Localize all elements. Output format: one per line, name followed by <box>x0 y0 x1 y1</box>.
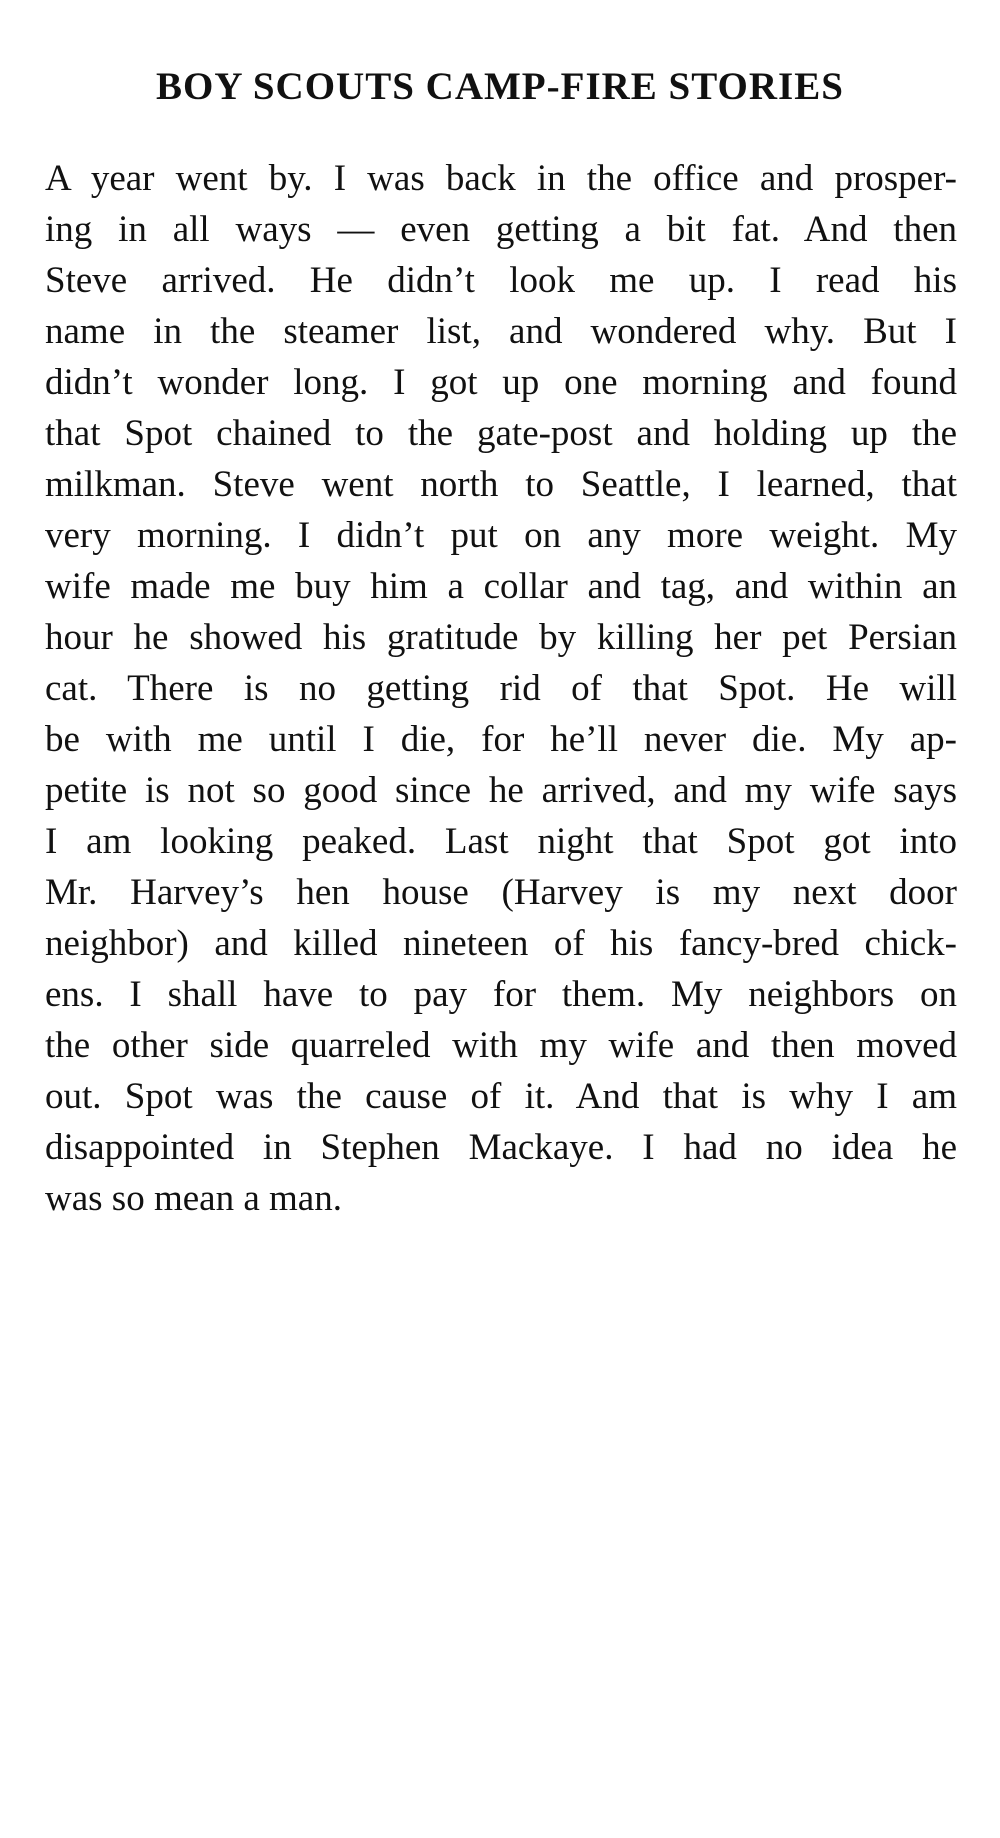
text-line: wife made me buy him a collar and tag, and within an <box>45 566 957 607</box>
text-line: name in the steamer list, and wondered why. But I <box>45 311 957 352</box>
text-line: cat. There is no getting rid of that Spot. He will <box>45 668 957 709</box>
running-head: BOY SCOUTS CAMP-FIRE STORIES <box>156 65 844 108</box>
text-line: ens. I shall have to pay for them. My neighbors on <box>45 974 957 1015</box>
text-line: disappointed in Stephen Mackaye. I had no idea he <box>45 1127 957 1168</box>
text-line: out. Spot was the cause of it. And that is why I am <box>45 1076 957 1117</box>
text-line: petite is not so good since he arrived, and my wife says <box>45 770 957 811</box>
text-line: ing in all ways — even getting a bit fat. And then <box>45 209 957 250</box>
text-line: be with me until I die, for he’ll never die. My ap- <box>45 719 957 760</box>
text-line: neighbor) and killed nineteen of his fancy-bred chick- <box>45 923 957 964</box>
text-line: that Spot chained to the gate-post and holding up the <box>45 413 957 454</box>
text-line: Mr. Harvey’s hen house (Harvey is my next door <box>45 872 957 913</box>
text-line: I am looking peaked. Last night that Spot got into <box>45 821 957 862</box>
body-paragraph <box>45 153 957 1224</box>
text-line: didn’t wonder long. I got up one morning and found <box>45 362 957 403</box>
text-line: very morning. I didn’t put on any more weight. My <box>45 515 957 556</box>
text-line: hour he showed his gratitude by killing her pet Persian <box>45 617 957 658</box>
text-line: milkman. Steve went north to Seattle, I learned, that <box>45 464 957 505</box>
text-line: the other side quarreled with my wife and then moved <box>45 1025 957 1066</box>
text-line: Steve arrived. He didn’t look me up. I read his <box>45 260 957 301</box>
text-line: was so mean a man. <box>45 1178 342 1219</box>
text-line: A year went by. I was back in the office and prosper- <box>45 158 957 199</box>
